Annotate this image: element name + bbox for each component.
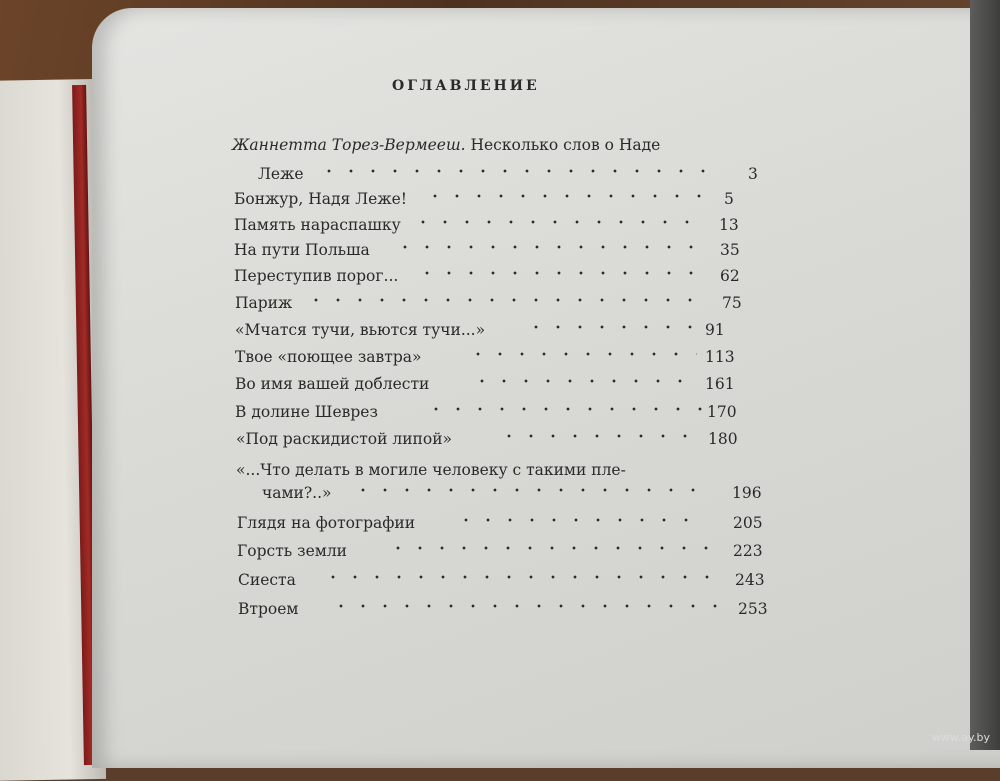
entry-page: 253	[738, 600, 768, 618]
entry-title: На пути Польша	[234, 241, 370, 259]
leader-dots	[425, 407, 705, 411]
toc-entry	[235, 373, 770, 395]
entry-title: Горсть земли	[237, 542, 347, 560]
entry-page: 75	[722, 294, 742, 312]
leader-dots	[467, 352, 697, 356]
entry-page: 196	[732, 484, 762, 502]
entry-page: 170	[707, 403, 737, 421]
entry-title: В долине Шеврез	[235, 403, 378, 421]
leader-dots	[412, 220, 702, 224]
toc-entry	[234, 188, 744, 210]
entry-page: 205	[733, 514, 763, 532]
leader-dots	[416, 271, 706, 275]
toc-entry	[236, 428, 776, 450]
entry-title: Париж	[235, 294, 293, 312]
leader-dots	[471, 379, 697, 383]
leader-dots	[318, 169, 718, 173]
entry-title: Бонжур, Надя Леже!	[234, 190, 407, 208]
toc-entry	[237, 540, 780, 562]
entry-title-part: Несколько слов о Наде	[465, 136, 661, 154]
leader-dots	[424, 194, 714, 198]
entry-page: 161	[705, 375, 735, 393]
entry-title: чами?..»	[262, 484, 332, 502]
leader-dots	[394, 245, 704, 249]
entry-title: Сиеста	[238, 571, 296, 589]
leader-dots	[387, 546, 717, 550]
entry-title: Память нараспашку	[234, 216, 401, 234]
toc-entry	[235, 401, 773, 423]
entry-page: 35	[720, 241, 740, 259]
leader-dots	[352, 488, 712, 492]
entry-title: «Мчатся тучи, вьются тучи...»	[235, 321, 486, 339]
toc-entry	[234, 265, 756, 287]
entry-page: 5	[724, 190, 734, 208]
toc-entry	[238, 598, 788, 620]
leader-dots	[305, 298, 705, 302]
entry-title: Глядя на фотографии	[237, 514, 416, 532]
toc-entry	[235, 319, 763, 341]
entry-title: Твое «поющее завтра»	[235, 348, 422, 366]
entry-title: Переступив порог...	[234, 267, 399, 285]
entry-title: Втроем	[238, 600, 299, 618]
leader-dots	[322, 575, 722, 579]
toc-entry-first-line1	[232, 135, 660, 155]
entry-title: Леже	[258, 165, 304, 183]
toc-entry	[238, 569, 784, 591]
toc-entry-first	[258, 163, 760, 185]
toc-entry	[234, 214, 749, 236]
toc-entry-multiline-line1: «...Что делать в могиле человеку с такими пле-	[236, 461, 626, 479]
entry-page: 62	[720, 267, 740, 285]
toc-entry	[237, 512, 777, 534]
entry-page: 243	[735, 571, 765, 589]
entry-page: 113	[705, 348, 735, 366]
entry-title: Во имя вашей доблести	[235, 375, 430, 393]
leader-dots	[330, 604, 730, 608]
watermark: www.ay.by	[931, 731, 990, 744]
entry-page: 3	[748, 165, 758, 183]
entry-author: Жаннетта Торез-Вермееш.	[232, 136, 466, 154]
entry-page: 91	[705, 321, 725, 339]
leader-dots	[455, 518, 705, 522]
toc-entry	[234, 239, 752, 261]
leader-dots	[498, 434, 698, 438]
toc-entry-multiline	[262, 482, 772, 504]
toc-title: ОГЛАВЛЕНИЕ	[392, 78, 540, 94]
entry-page: 223	[733, 542, 763, 560]
toc-entry	[235, 292, 760, 314]
toc-entry	[235, 346, 765, 368]
entry-page: 180	[708, 430, 738, 448]
entry-page: 13	[719, 216, 739, 234]
entry-title: «Под раскидистой липой»	[236, 430, 453, 448]
leader-dots	[525, 325, 705, 329]
